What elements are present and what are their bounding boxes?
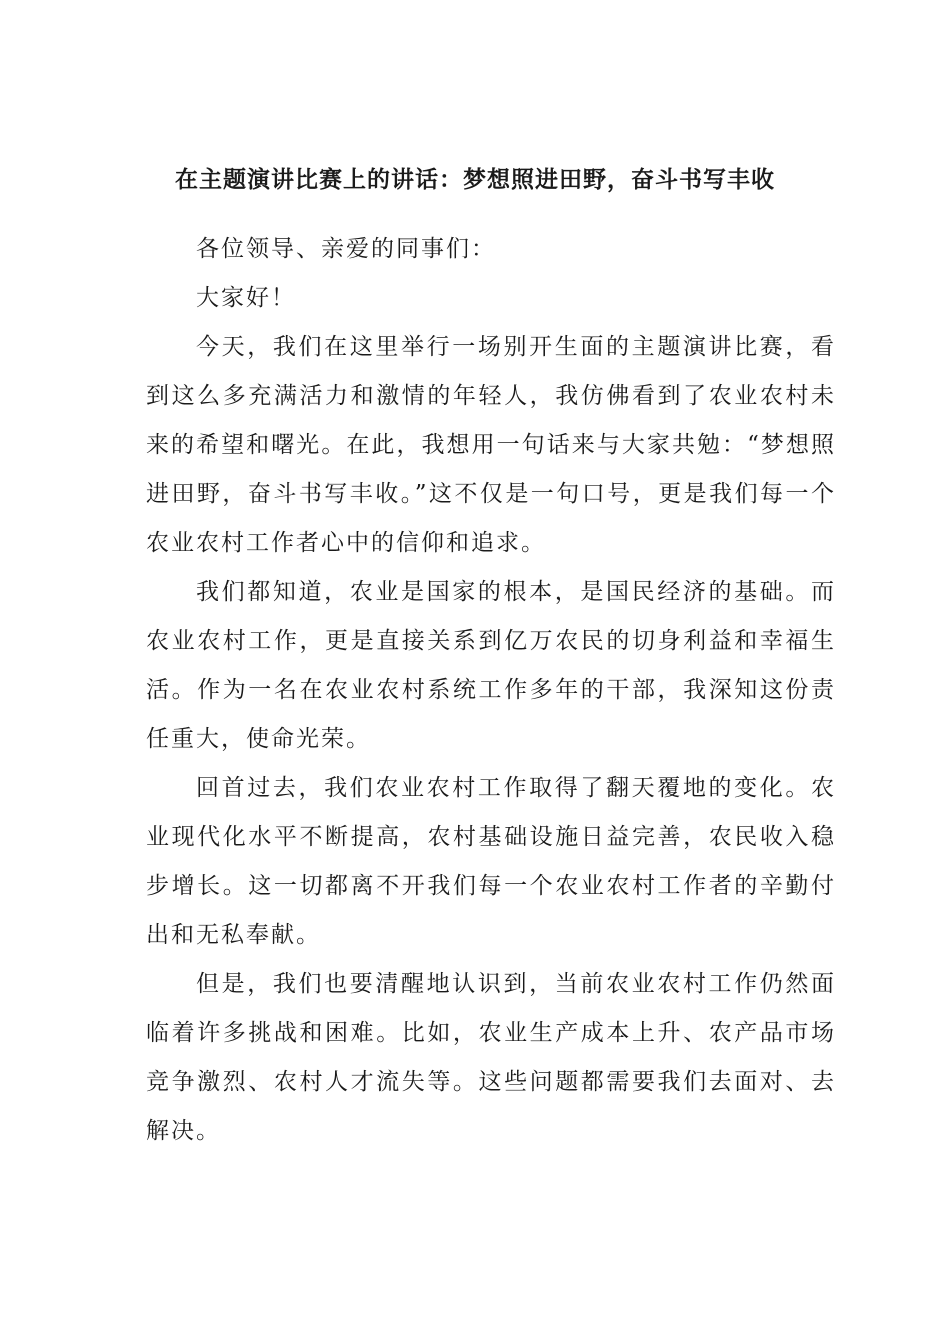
paragraph-greeting: 大家好！ [196,285,296,311]
paragraph-challenges: 但是，我们也要清醒地认识到，当前农业农村工作仍然面临着许多挑战和困难。比如，农业生产成本上升、农产品市场竞争激烈、农村人才流失等。这些问题都需要我们去面对、去解决。 [146,971,836,1144]
document-body [146,225,836,1156]
document-title: 在主题演讲比赛上的讲话：梦想照进田野，奋斗书写丰收 [175,167,775,193]
paragraph-opening: 今天，我们在这里举行一场别开生面的主题演讲比赛，看到这么多充满活力和激情的年轻人，我仿佛看到了农业农村未来的希望和曙光。在此，我想用一句话来与大家共勉：“梦想照进田野，奋斗书写丰收。”这不仅是一句口号，更是我们每一个农业农村工作者心中的信仰和追求。 [146,334,836,556]
paragraph-salutation: 各位领导、亲爱的同事们： [196,236,496,262]
paragraph-agriculture-foundation: 我们都知道，农业是国家的根本，是国民经济的基础。而农业农村工作，更是直接关系到亿万农民的切身利益和幸福生活。作为一名在农业农村系统工作多年的干部，我深知这份责任重大，使命光荣。 [146,579,836,752]
paragraph-looking-back: 回首过去，我们农业农村工作取得了翻天覆地的变化。农业现代化水平不断提高，农村基础设施日益完善，农民收入稳步增长。这一切都离不开我们每一个农业农村工作者的辛勤付出和无私奉献。 [146,775,836,948]
